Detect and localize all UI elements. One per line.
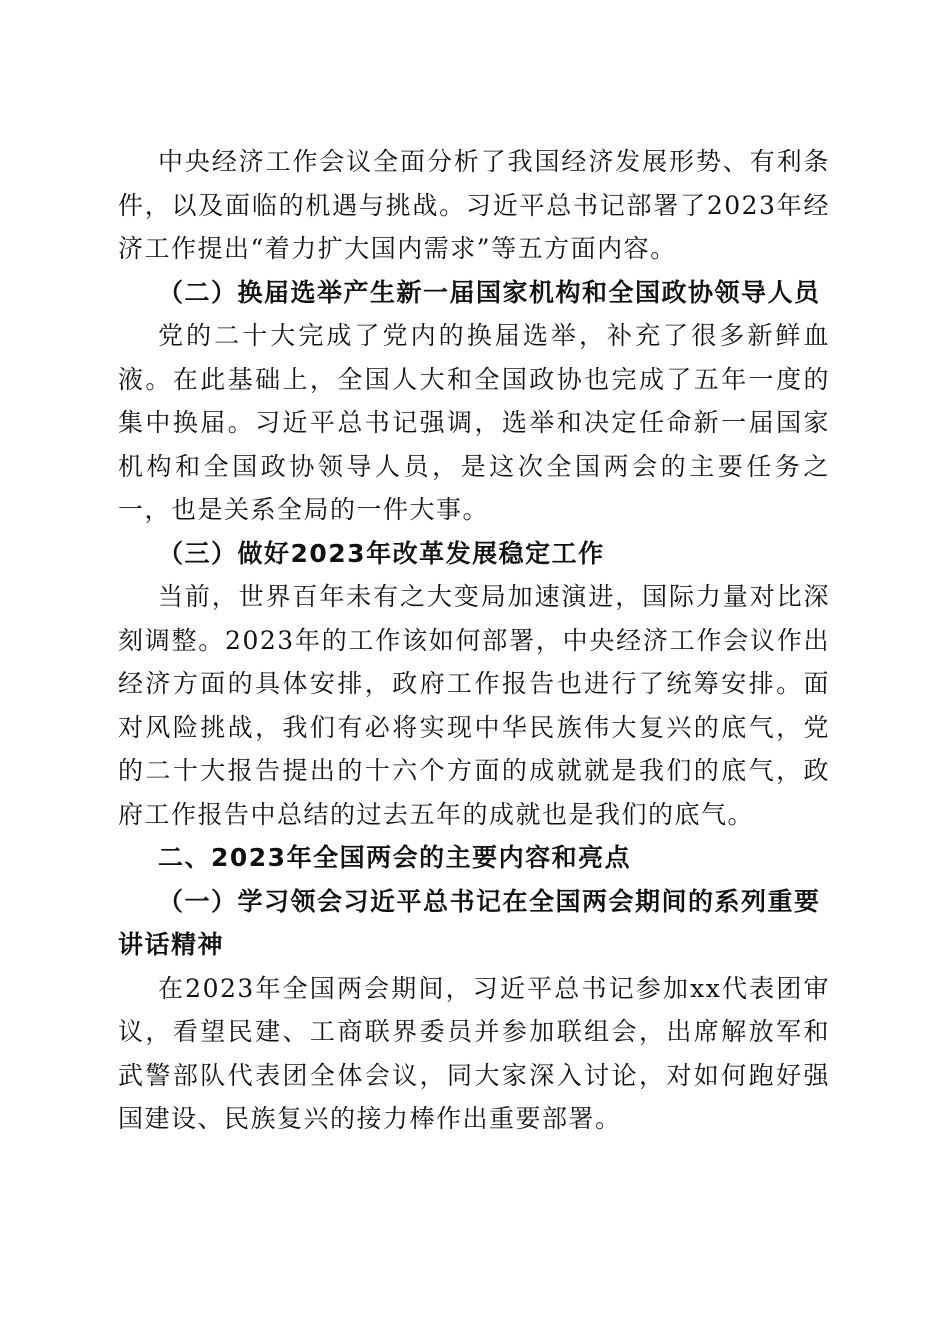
section-heading-election: （二）换届选举产生新一届国家机构和全国政协领导人员 [158,277,821,307]
section-heading-speeches: （一）学习领会习近平总书记在全国两会期间的系列重要讲话精神 [118,886,821,959]
speeches-paragraph: 在2023年全国两会期间，习近平总书记参加xx代表团审议，看望民建、工商联界委员并参加联组会，出席解放军和武警部队代表团全体会议，同大家深入讨论，对如何跑好强国建设、民族复兴的接力棒作出重要部署。 [118,973,830,1133]
election-paragraph: 党的二十大完成了党内的换届选举，补充了很多新鲜血液。在此基础上，全国人大和全国政协也完成了五年一度的集中换届。习近平总书记强调，选举和决定任命新一届国家机构和全国政协领导人员，是这次全国两会的主要任务之一，也是关系全局的一件大事。 [118,321,830,524]
intro-paragraph: 中央经济工作会议全面分析了我国经济发展形势、有利条件，以及面临的机遇与挑战。习近平总书记部署了2023年经济工作提出“着力扩大国内需求”等五方面内容。 [118,147,830,263]
reform-paragraph: 当前，世界百年未有之大变局加速演进，国际力量对比深刻调整。2023年的工作该如何部署，中央经济工作会议作出经济方面的具体安排，政府工作报告也进行了统筹安排。面对风险挑战，我们有必将实现中华民族伟大复兴的底气，党的二十大报告提出的十六个方面的成就就是我们的底气，政府工作报告中总结的过去五年的成就也是我们的底气。 [118,582,830,829]
document-page [118,140,830,1141]
section-heading-reform: （三）做好2023年改革发展稳定工作 [158,538,605,568]
chapter-heading-two: 二、2023年全国两会的主要内容和亮点 [158,843,632,872]
